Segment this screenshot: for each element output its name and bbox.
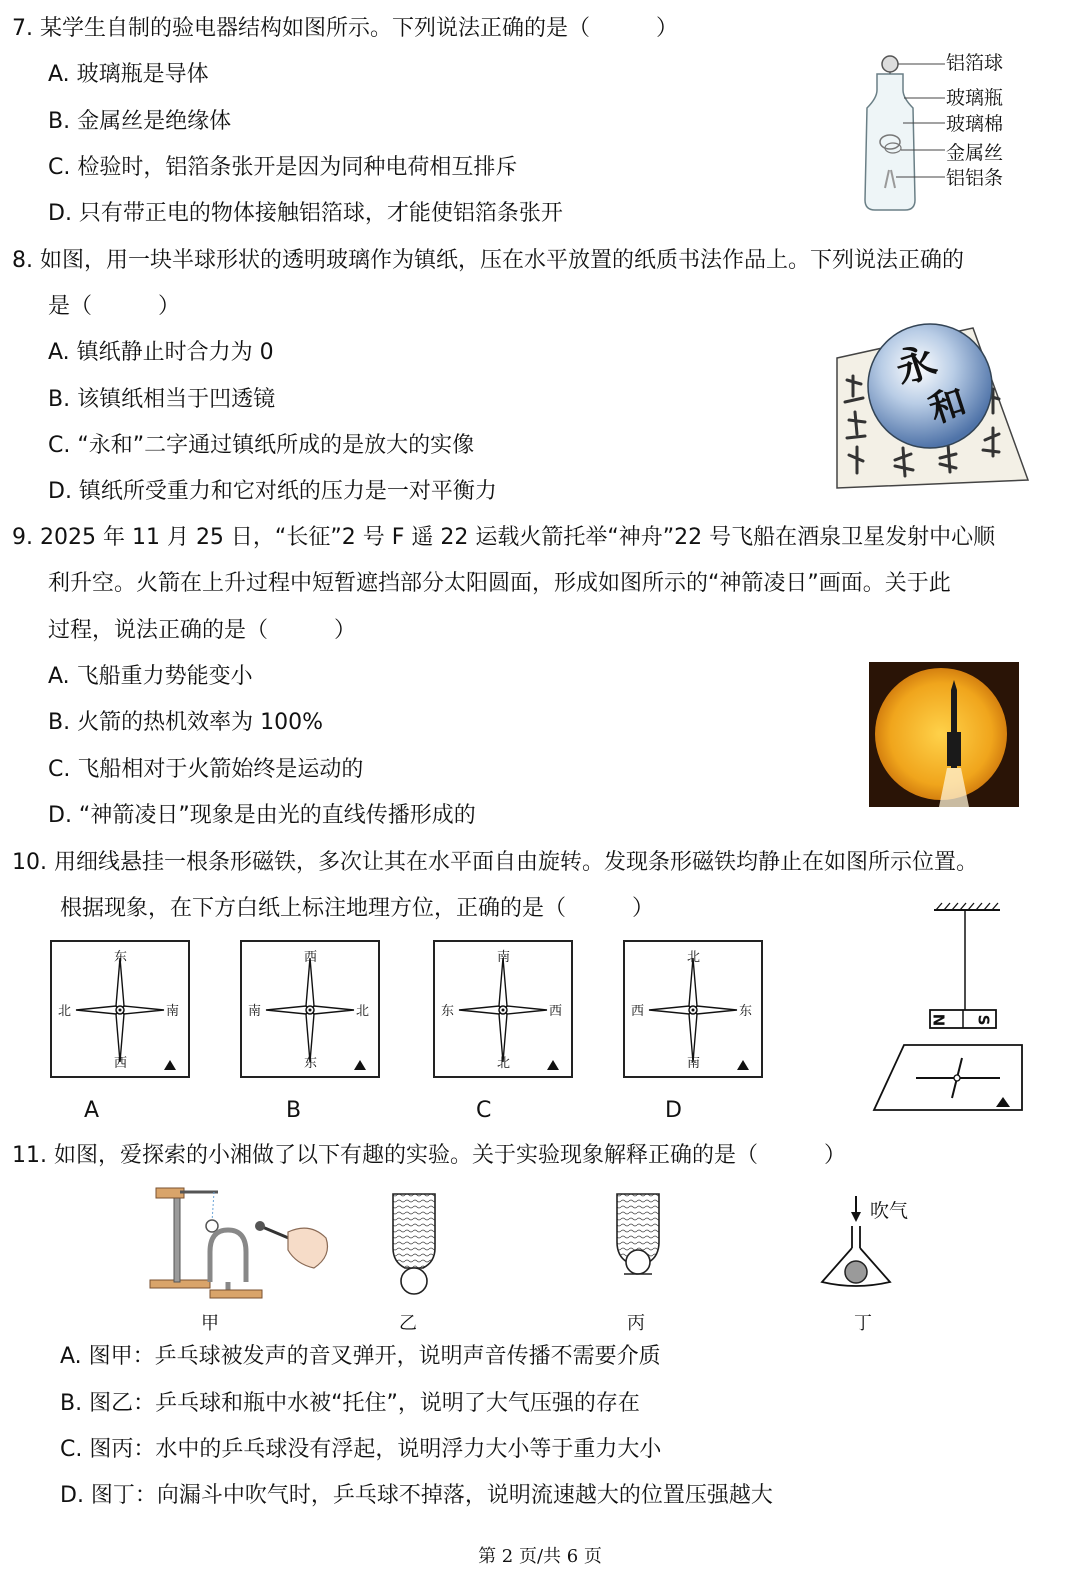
q8-stem-cont: 是（ ）	[48, 294, 181, 319]
compass-choice-c[interactable]	[433, 940, 573, 1078]
dir-top: 西	[304, 950, 318, 965]
q8-option-b[interactable]: B. 该镇纸相当于凹透镜	[48, 387, 276, 412]
dir-top: 南	[497, 950, 511, 965]
q7-option-b[interactable]: B. 金属丝是绝缘体	[48, 109, 232, 134]
q8-option-a[interactable]: A. 镇纸静止时合力为 0	[48, 340, 274, 365]
q11-stem: 11. 如图，爱探索的小湘做了以下有趣的实验。关于实验现象解释正确的是（ ）	[12, 1143, 846, 1168]
paperweight-figure	[835, 320, 1030, 490]
caption-ding: 丁	[854, 1313, 872, 1334]
compass-choice-b[interactable]	[240, 940, 380, 1078]
q9-option-a[interactable]: A. 飞船重力势能变小	[48, 664, 253, 689]
page-footer: 第 2 页/共 6 页	[478, 1546, 602, 1567]
q11-option-a[interactable]: A. 图甲：乒乓球被发声的音叉弹开，说明声音传播不需要介质	[60, 1344, 661, 1369]
label-glass-bottle: 玻璃瓶	[946, 87, 1004, 109]
bottle-ball-figure	[389, 1192, 439, 1296]
dir-right: 南	[166, 1004, 180, 1019]
glyph-he: 和	[924, 380, 972, 432]
magnet-s-label: S	[974, 1014, 993, 1026]
dir-bottom: 北	[497, 1056, 511, 1071]
compass-choice-a[interactable]	[50, 940, 190, 1078]
choice-letter-b: B	[286, 1098, 302, 1123]
label-foil-strip: 铝铝条	[946, 167, 1004, 189]
q7-stem: 7. 某学生自制的验电器结构如图所示。下列说法正确的是（ ）	[12, 16, 678, 41]
q8-stem: 8. 如图，用一块半球形状的透明玻璃作为镇纸，压在水平放置的纸质书法作品上。下列说法正确的	[12, 248, 964, 273]
q9-option-c[interactable]: C. 飞船相对于火箭始终是运动的	[48, 757, 364, 782]
q9-option-d[interactable]: D. “神箭凌日”现象是由光的直线传播形成的	[48, 803, 476, 828]
bottle-submerged-ball-figure	[613, 1192, 663, 1282]
glyph-yong: 永	[889, 336, 943, 394]
q11-option-c[interactable]: C. 图丙：水中的乒乓球没有浮起，说明浮力大小等于重力大小	[60, 1437, 662, 1462]
q8-option-d[interactable]: D. 镇纸所受重力和它对纸的压力是一对平衡力	[48, 479, 497, 504]
q11-option-b[interactable]: B. 图乙：乒乓球和瓶中水被“托住”，说明了大气压强的存在	[60, 1391, 640, 1416]
q7-option-a[interactable]: A. 玻璃瓶是导体	[48, 62, 209, 87]
dir-bottom: 东	[304, 1056, 318, 1071]
q10-stem: 10. 用细线悬挂一根条形磁铁，多次让其在水平面自由旋转。发现条形磁铁均静止在如图所示位置。	[12, 850, 978, 875]
magnet-n-label: N	[929, 1013, 948, 1027]
caption-jia: 甲	[201, 1313, 219, 1334]
rocket-sun-photo	[869, 662, 1019, 807]
q7-option-d[interactable]: D. 只有带正电的物体接触铝箔球，才能使铝箔条张开	[48, 201, 563, 226]
dir-right: 北	[356, 1004, 370, 1019]
dir-top: 东	[114, 950, 128, 965]
choice-letter-c: C	[476, 1098, 492, 1123]
caption-bing: 丙	[627, 1313, 645, 1334]
label-foil-ball: 铝箔球	[946, 52, 1004, 74]
q9-stem: 9. 2025 年 11 月 25 日，“长征”2 号 F 遥 22 运载火箭托举“神舟”22 号飞船在酒泉卫星发射中心顺	[12, 525, 996, 550]
q9-option-b[interactable]: B. 火箭的热机效率为 100%	[48, 710, 323, 735]
q9-stem-cont2: 过程，说法正确的是（ ）	[48, 618, 357, 643]
blow-label: 吹气	[870, 1200, 909, 1222]
dir-left: 北	[58, 1004, 72, 1019]
dir-left: 南	[248, 1004, 262, 1019]
q7-option-c[interactable]: C. 检验时，铝箔条张开是因为同种电荷相互排斥	[48, 155, 518, 180]
q8-option-c[interactable]: C. “永和”二字通过镇纸所成的是放大的实像	[48, 433, 475, 458]
tuning-fork-figure	[148, 1182, 333, 1302]
suspended-magnet-figure	[872, 900, 1032, 1115]
dir-top: 北	[687, 950, 701, 965]
label-metal-wire: 金属丝	[946, 142, 1004, 164]
electroscope-figure	[855, 50, 955, 220]
dir-right: 西	[549, 1004, 563, 1019]
dir-bottom: 西	[114, 1056, 128, 1071]
choice-letter-a: A	[84, 1098, 100, 1123]
dir-left: 西	[631, 1004, 645, 1019]
q11-option-d[interactable]: D. 图丁：向漏斗中吹气时，乒乓球不掉落，说明流速越大的位置压强越大	[60, 1483, 773, 1508]
q9-stem-cont1: 利升空。火箭在上升过程中短暂遮挡部分太阳圆面，形成如图所示的“神箭凌日”画面。关于此	[48, 571, 951, 596]
choice-letter-d: D	[665, 1098, 682, 1123]
dir-bottom: 南	[687, 1056, 701, 1071]
caption-yi: 乙	[399, 1313, 417, 1334]
q10-stem-cont: 根据现象，在下方白纸上标注地理方位，正确的是（ ）	[60, 896, 655, 921]
dir-left: 东	[441, 1004, 455, 1019]
label-glass-wool: 玻璃棉	[946, 113, 1004, 135]
dir-right: 东	[739, 1004, 753, 1019]
compass-choice-d[interactable]	[623, 940, 763, 1078]
